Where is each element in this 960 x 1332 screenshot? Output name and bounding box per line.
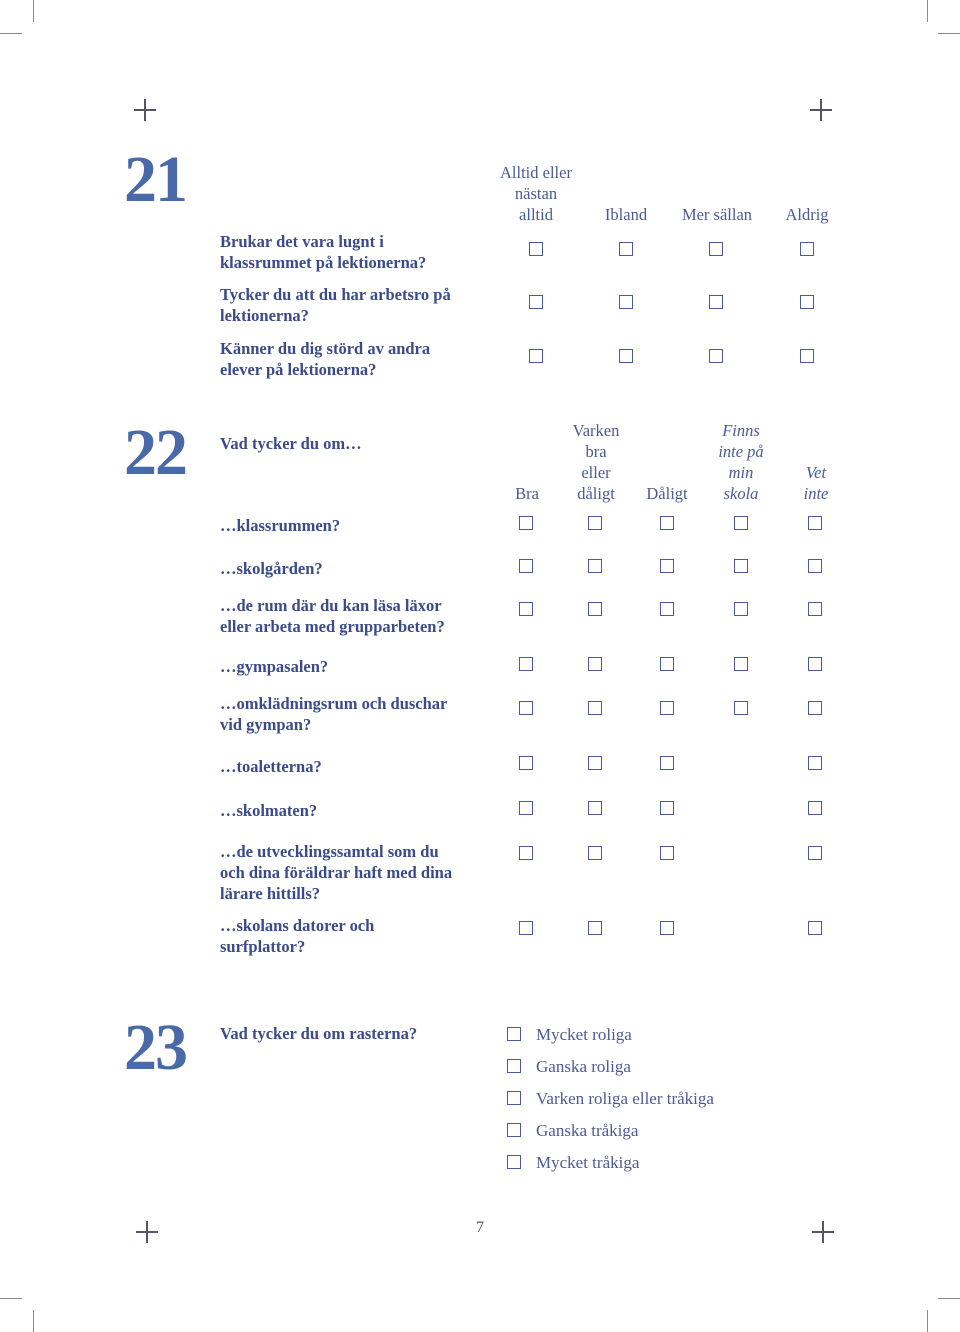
q22-r4-not-available-checkbox[interactable] (734, 657, 748, 671)
q22-header-bad: Dåligt (646, 484, 688, 503)
q22-r8-dont-know-checkbox[interactable] (808, 846, 822, 860)
q21-header-seldom: Mer sällan (681, 205, 753, 224)
q23-option-label: Ganska tråkiga (536, 1121, 639, 1140)
q22-r7-good-checkbox[interactable] (519, 801, 533, 815)
q22-r3-neither-checkbox[interactable] (588, 602, 602, 616)
q22-row-label: …de utvecklingssamtal som du och dina föräldrar haft med dina lärare hittills? (220, 842, 453, 903)
crop-mark (927, 1310, 928, 1332)
q22-r9-neither-checkbox[interactable] (588, 921, 602, 935)
q22-row-label: …skolmaten? (220, 801, 318, 820)
q23-option-checkbox[interactable] (507, 1155, 521, 1169)
question-number-21: 21 (124, 143, 186, 216)
q22-row-label: …klassrummen? (220, 516, 341, 535)
q22-r8-good-checkbox[interactable] (519, 846, 533, 860)
question-number-22: 22 (124, 416, 186, 489)
registration-mark (810, 99, 832, 121)
q23-option-label: Ganska roliga (536, 1057, 631, 1076)
crop-mark (33, 0, 34, 22)
q22-r1-good-checkbox[interactable] (519, 516, 533, 530)
q22-row-label: …de rum där du kan läsa läxor eller arbeta med grupparbeten? (220, 596, 445, 636)
q21-r1-never-checkbox[interactable] (800, 242, 814, 256)
page-number: 7 (476, 1219, 484, 1236)
q22-r5-not-available-checkbox[interactable] (734, 701, 748, 715)
q22-r3-bad-checkbox[interactable] (660, 602, 674, 616)
q23-option-checkbox[interactable] (507, 1123, 521, 1137)
q21-r2-never-checkbox[interactable] (800, 295, 814, 309)
q22-r5-neither-checkbox[interactable] (588, 701, 602, 715)
q22-r1-not-available-checkbox[interactable] (734, 516, 748, 530)
q22-r5-dont-know-checkbox[interactable] (808, 701, 822, 715)
registration-mark (136, 1221, 158, 1243)
q22-r8-bad-checkbox[interactable] (660, 846, 674, 860)
q23-option-label: Mycket roliga (536, 1025, 632, 1044)
q23-option-label: Mycket tråkiga (536, 1153, 640, 1172)
q22-r2-bad-checkbox[interactable] (660, 559, 674, 573)
crop-mark (927, 0, 928, 22)
q22-header-not-available: Finns inte på min skola (718, 421, 764, 503)
q21-row-label: Brukar det vara lugnt i klassrummet på lektionerna? (220, 232, 427, 272)
q22-header-dont-know: Vet inte (803, 463, 829, 503)
q22-r2-neither-checkbox[interactable] (588, 559, 602, 573)
q22-r4-neither-checkbox[interactable] (588, 657, 602, 671)
q22-r8-neither-checkbox[interactable] (588, 846, 602, 860)
q21-r1-sometimes-checkbox[interactable] (619, 242, 633, 256)
q22-r6-bad-checkbox[interactable] (660, 756, 674, 770)
q22-r4-good-checkbox[interactable] (519, 657, 533, 671)
q21-row-label: Tycker du att du har arbetsro på lektionerna? (220, 285, 451, 325)
q22-row-label: …skolgården? (220, 559, 323, 578)
q21-r2-sometimes-checkbox[interactable] (619, 295, 633, 309)
q21-r2-always-checkbox[interactable] (529, 295, 543, 309)
q22-r9-bad-checkbox[interactable] (660, 921, 674, 935)
q21-header-always: Alltid eller nästan alltid (500, 163, 572, 224)
q22-r7-dont-know-checkbox[interactable] (808, 801, 822, 815)
crop-mark (33, 1310, 34, 1332)
q22-r3-good-checkbox[interactable] (519, 602, 533, 616)
q22-r4-dont-know-checkbox[interactable] (808, 657, 822, 671)
q22-header-good: Bra (515, 484, 539, 503)
q23-option-checkbox[interactable] (507, 1059, 521, 1073)
q22-row-label: …omklädningsrum och duschar vid gympan? (220, 694, 448, 734)
q22-r2-dont-know-checkbox[interactable] (808, 559, 822, 573)
q22-row-label: …gympasalen? (220, 657, 329, 676)
q21-r1-always-checkbox[interactable] (529, 242, 543, 256)
crop-mark (938, 1298, 960, 1299)
q22-intro: Vad tycker du om… (220, 434, 362, 453)
registration-mark (134, 99, 156, 121)
q22-r5-good-checkbox[interactable] (519, 701, 533, 715)
q21-r3-seldom-checkbox[interactable] (709, 349, 723, 363)
crop-mark (938, 33, 960, 34)
q21-header-sometimes: Ibland (604, 205, 648, 224)
q21-r1-seldom-checkbox[interactable] (709, 242, 723, 256)
q22-r7-bad-checkbox[interactable] (660, 801, 674, 815)
q21-r3-always-checkbox[interactable] (529, 349, 543, 363)
q22-r4-bad-checkbox[interactable] (660, 657, 674, 671)
q22-r6-good-checkbox[interactable] (519, 756, 533, 770)
q22-row-label: …skolans datorer och surfplattor? (220, 916, 375, 956)
q21-r3-never-checkbox[interactable] (800, 349, 814, 363)
q22-r6-neither-checkbox[interactable] (588, 756, 602, 770)
q22-r3-dont-know-checkbox[interactable] (808, 602, 822, 616)
q23-question: Vad tycker du om rasterna? (220, 1024, 418, 1043)
q21-row-label: Känner du dig störd av andra elever på lektionerna? (220, 339, 431, 379)
q22-r1-dont-know-checkbox[interactable] (808, 516, 822, 530)
crop-mark (0, 1298, 22, 1299)
q22-r6-dont-know-checkbox[interactable] (808, 756, 822, 770)
q21-header-never: Aldrig (785, 205, 829, 224)
q22-r1-neither-checkbox[interactable] (588, 516, 602, 530)
question-number-23: 23 (124, 1011, 186, 1084)
q23-option-checkbox[interactable] (507, 1027, 521, 1041)
q22-r9-dont-know-checkbox[interactable] (808, 921, 822, 935)
q21-r2-seldom-checkbox[interactable] (709, 295, 723, 309)
q22-r2-not-available-checkbox[interactable] (734, 559, 748, 573)
q23-option-checkbox[interactable] (507, 1091, 521, 1105)
crop-mark (0, 33, 22, 34)
q22-r7-neither-checkbox[interactable] (588, 801, 602, 815)
q22-r2-good-checkbox[interactable] (519, 559, 533, 573)
q22-r3-not-available-checkbox[interactable] (734, 602, 748, 616)
q22-r5-bad-checkbox[interactable] (660, 701, 674, 715)
q22-header-neither: Varken bra eller dåligt (572, 421, 620, 503)
q22-r1-bad-checkbox[interactable] (660, 516, 674, 530)
registration-mark (812, 1221, 834, 1243)
q22-r9-good-checkbox[interactable] (519, 921, 533, 935)
q22-row-label: …toaletterna? (220, 757, 322, 776)
q21-r3-sometimes-checkbox[interactable] (619, 349, 633, 363)
q23-option-label: Varken roliga eller tråkiga (536, 1089, 714, 1108)
